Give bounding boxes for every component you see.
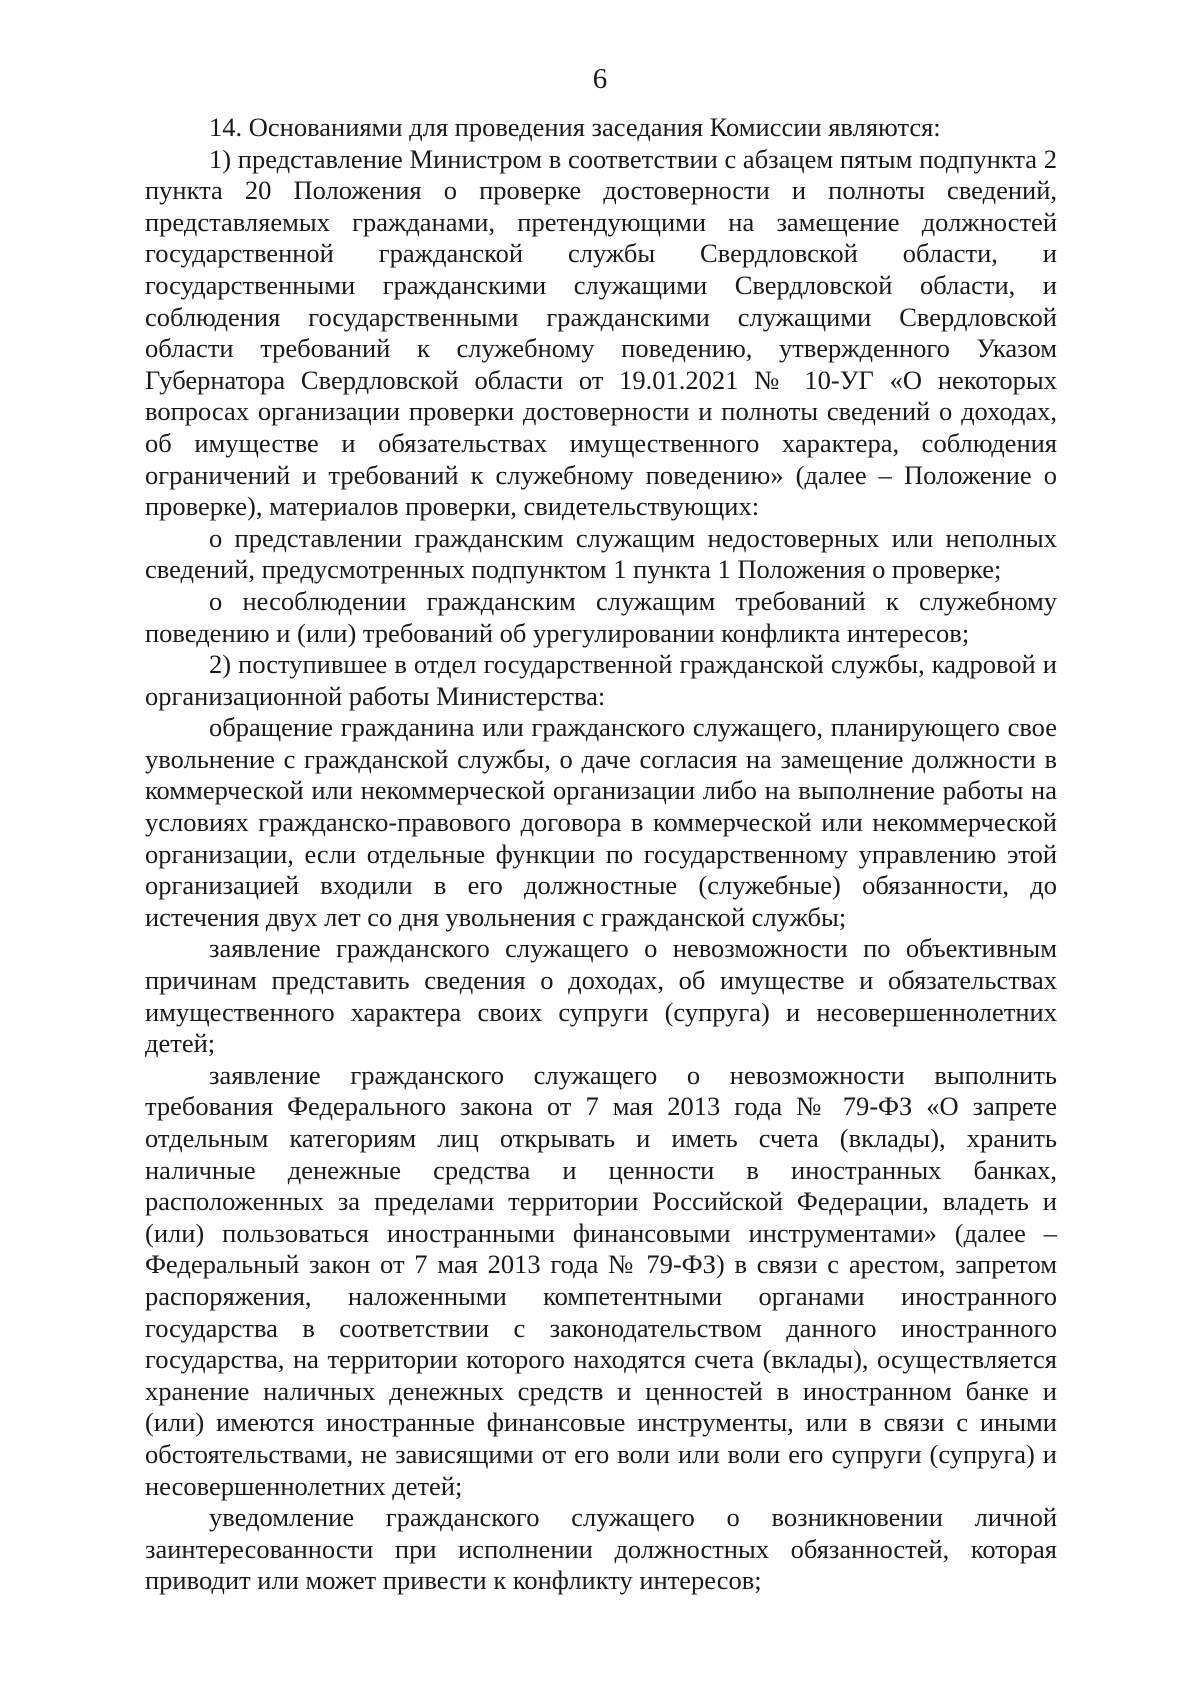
paragraph-item-1: 1) представление Министром в соответствии с абзацем пятым подпункта 2 пункта 20 Положения о проверке достоверности и полноты сведений, представляемых гражданами, претендующими на замещение должностей государственной гражданской службы Свердловской области, и государственными гражданскими служащими Свердловской области, и соблюдения государственными гражданскими служащими Свердловской области требований к служебному поведению, утвержденного Указом Губернатора Свердловской области от 19.01.2021 № 10-УГ «О некоторых вопросах организации проверки достоверности и полноты сведений о доходах, об имуществе и обязательствах имущественного характера, соблюдения ограничений и требований к служебному поведению» (далее – Положение о проверке), материалов проверки, свидетельствующих: (145, 143, 1057, 522)
page-number: 6 (592, 63, 608, 95)
paragraph-subitem-income-statement: заявление гражданского служащего о невозможности по объективным причинам представить сведения о доходах, об имуществе и обязательствах имущественного характера своих супруги (супруга) и несовершеннолетних детей; (145, 933, 1057, 1059)
paragraph-subitem-inaccurate-info: о представлении гражданским служащим недостоверных или неполных сведений, предусмотренных подпунктом 1 пункта 1 Положения о проверке; (145, 522, 1057, 585)
paragraph-subitem-appeal: обращение гражданина или гражданского служащего, планирующего свое увольнение с гражданской службы, о даче согласия на замещение должности в коммерческой или некоммерческой организации либо на выполнение работы на условиях гражданско-правового договора в коммерческой или некоммерческой организации, если отдельные функции по государственному управлению этой организацией входили в его должностные (служебные) обязанности, до истечения двух лет со дня увольнения с гражданской службы; (145, 712, 1057, 932)
paragraph-subitem-noncompliance: о несоблюдении гражданским служащим требований к служебному поведению и (или) требований об урегулировании конфликта интересов; (145, 585, 1057, 648)
paragraph-subitem-foreign-accounts: заявление гражданского служащего о невозможности выполнить требования Федерального закона от 7 мая 2013 года № 79-ФЗ «О запрете отдельным категориям лиц открывать и иметь счета (вклады), хранить наличные денежные средства и ценности в иностранных банках, расположенных за пределами территории Российской Федерации, владеть и (или) пользоваться иностранными финансовыми инструментами» (далее – Федеральный закон от 7 мая 2013 года № 79-ФЗ) в связи с арестом, запретом распоряжения, наложенными компетентными органами иностранного государства в соответствии с законодательством данного иностранного государства, на территории которого находятся счета (вклады), осуществляется хранение наличных денежных средств и ценностей в иностранном банке и (или) имеются иностранные финансовые инструменты, или в связи с иными обстоятельствами, не зависящими от его воли или воли его супруги (супруга) и несовершеннолетних детей; (145, 1059, 1057, 1501)
paragraph-item-2: 2) поступившее в отдел государственной гражданской службы, кадровой и организационной работы Министерства: (145, 649, 1057, 711)
paragraph-subitem-conflict-notice: уведомление гражданского служащего о возникновении личной заинтересованности при исполнении должностных обязанностей, которая приводит или может привести к конфликту интересов; (145, 1502, 1057, 1596)
document-body (145, 112, 1057, 1597)
paragraph-14-heading: 14. Основаниями для проведения заседания Комиссии являются: (209, 112, 941, 142)
